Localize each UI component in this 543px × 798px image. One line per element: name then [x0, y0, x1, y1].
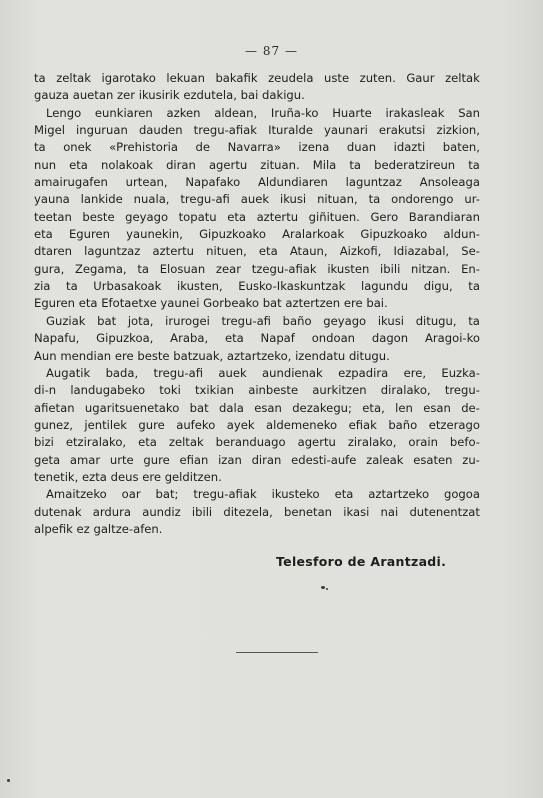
print-speck: [326, 588, 328, 590]
text-line: Migel inguruan dauden tregu-afiak Ituralde yaunari erakutsi zizkion,: [34, 123, 480, 138]
print-speck: [321, 586, 325, 589]
text-line: Aun mendian ere beste batzuak, aztartzeko, izendatu ditugu.: [34, 348, 390, 363]
text-line: dtaren laguntzaz aztertu nituen, eta Ataun, Aizkofi, Idiazabal, Se-: [34, 244, 480, 259]
text-line: ta zeltak igarotako lekuan bakafik zeudela uste zuten. Gaur zeltak: [34, 71, 480, 85]
text-line: gunez, jentilek gure aufeko ayek aldemeneko efiak baño etzerago: [34, 417, 480, 432]
text-line: nun eta nolakoak diran agertu zituan. Mila ta bederatzireun ta: [34, 157, 480, 172]
text-line: Eguren eta Efotaetxe yaunei Gorbeako bat aztertzen ere bai.: [34, 296, 388, 311]
text-line: zia ta Urbasakoak ikusten, Eusko-Ikaskuntzak lagundu digu, ta: [34, 279, 480, 294]
text-line: dutenak ardura aundiz ibili ditezela, benetan ikasi nai dutenentzat: [34, 504, 480, 519]
text-line: gauza auetan zer ikusirik ezdutela, bai dakigu.: [34, 88, 305, 103]
text-line: teetan beste geyago topatu eta aztertu giñituen. Gero Barandiaran: [34, 209, 480, 224]
text-line: afietan ugaritsuenetako bat dala esan dezakegu; eta, len esan de-: [34, 400, 480, 415]
text-line: yauna lankide nuala, tregu-afi auek ikusi nituan, ta ondorengo ur-: [34, 192, 480, 207]
closing-rule: [236, 652, 318, 653]
page-number: — 87 —: [245, 44, 298, 58]
text-line: Guziak bat jota, irurogei tregu-afi baño geyago ikusi ditugu, ta: [46, 313, 480, 328]
author-signature: Telesforo de Arantzadi.: [276, 554, 447, 569]
text-line: geta amar urte gure efian izan diran edesti-aufe zaleak esaten zu-: [34, 452, 480, 467]
text-line: gura, Zegama, ta Elosuan zear tzegu-afiak ikusten ibili nitzan. En-: [34, 261, 480, 276]
text-line: Augatik bada, tregu-afi auek aundienak ezpadira ere, Euzka-: [46, 365, 480, 380]
text-line: ta onek «Prehistoria de Navarra» izena duan idazti baten,: [34, 140, 480, 155]
print-speck: [7, 779, 10, 782]
text-line: Amaitzeko oar bat; tregu-afiak ikusteko eta aztartzeko gogoa: [46, 487, 480, 502]
body-text: [34, 70, 480, 538]
text-line: tenetik, ezta deus ere gelditzen.: [34, 469, 222, 484]
text-line: amairugafen urtean, Napafako Aldundiaren laguntzaz Ansoleaga: [34, 175, 480, 190]
text-line: Napafu, Gipuzkoa, Araba, eta Napaf ondoan dagon Aragoi-ko: [34, 331, 480, 346]
text-line: eta Eguren yaunekin, Gipuzkoako Aralarkoak Gipuzkoako aldun-: [34, 227, 480, 242]
text-line: alpefik ez galtze-afen.: [34, 521, 163, 536]
text-line: di-n landugabeko toki txikian ainbeste aurkitzen diralako, tregu-: [34, 383, 480, 398]
text-line: Lengo eunkiaren azken aldean, Iruña-ko Huarte irakasleak San: [46, 105, 480, 120]
text-line: bizi etziralako, eta zeltak beranduago agertu ziralako, orain befo-: [34, 435, 480, 450]
